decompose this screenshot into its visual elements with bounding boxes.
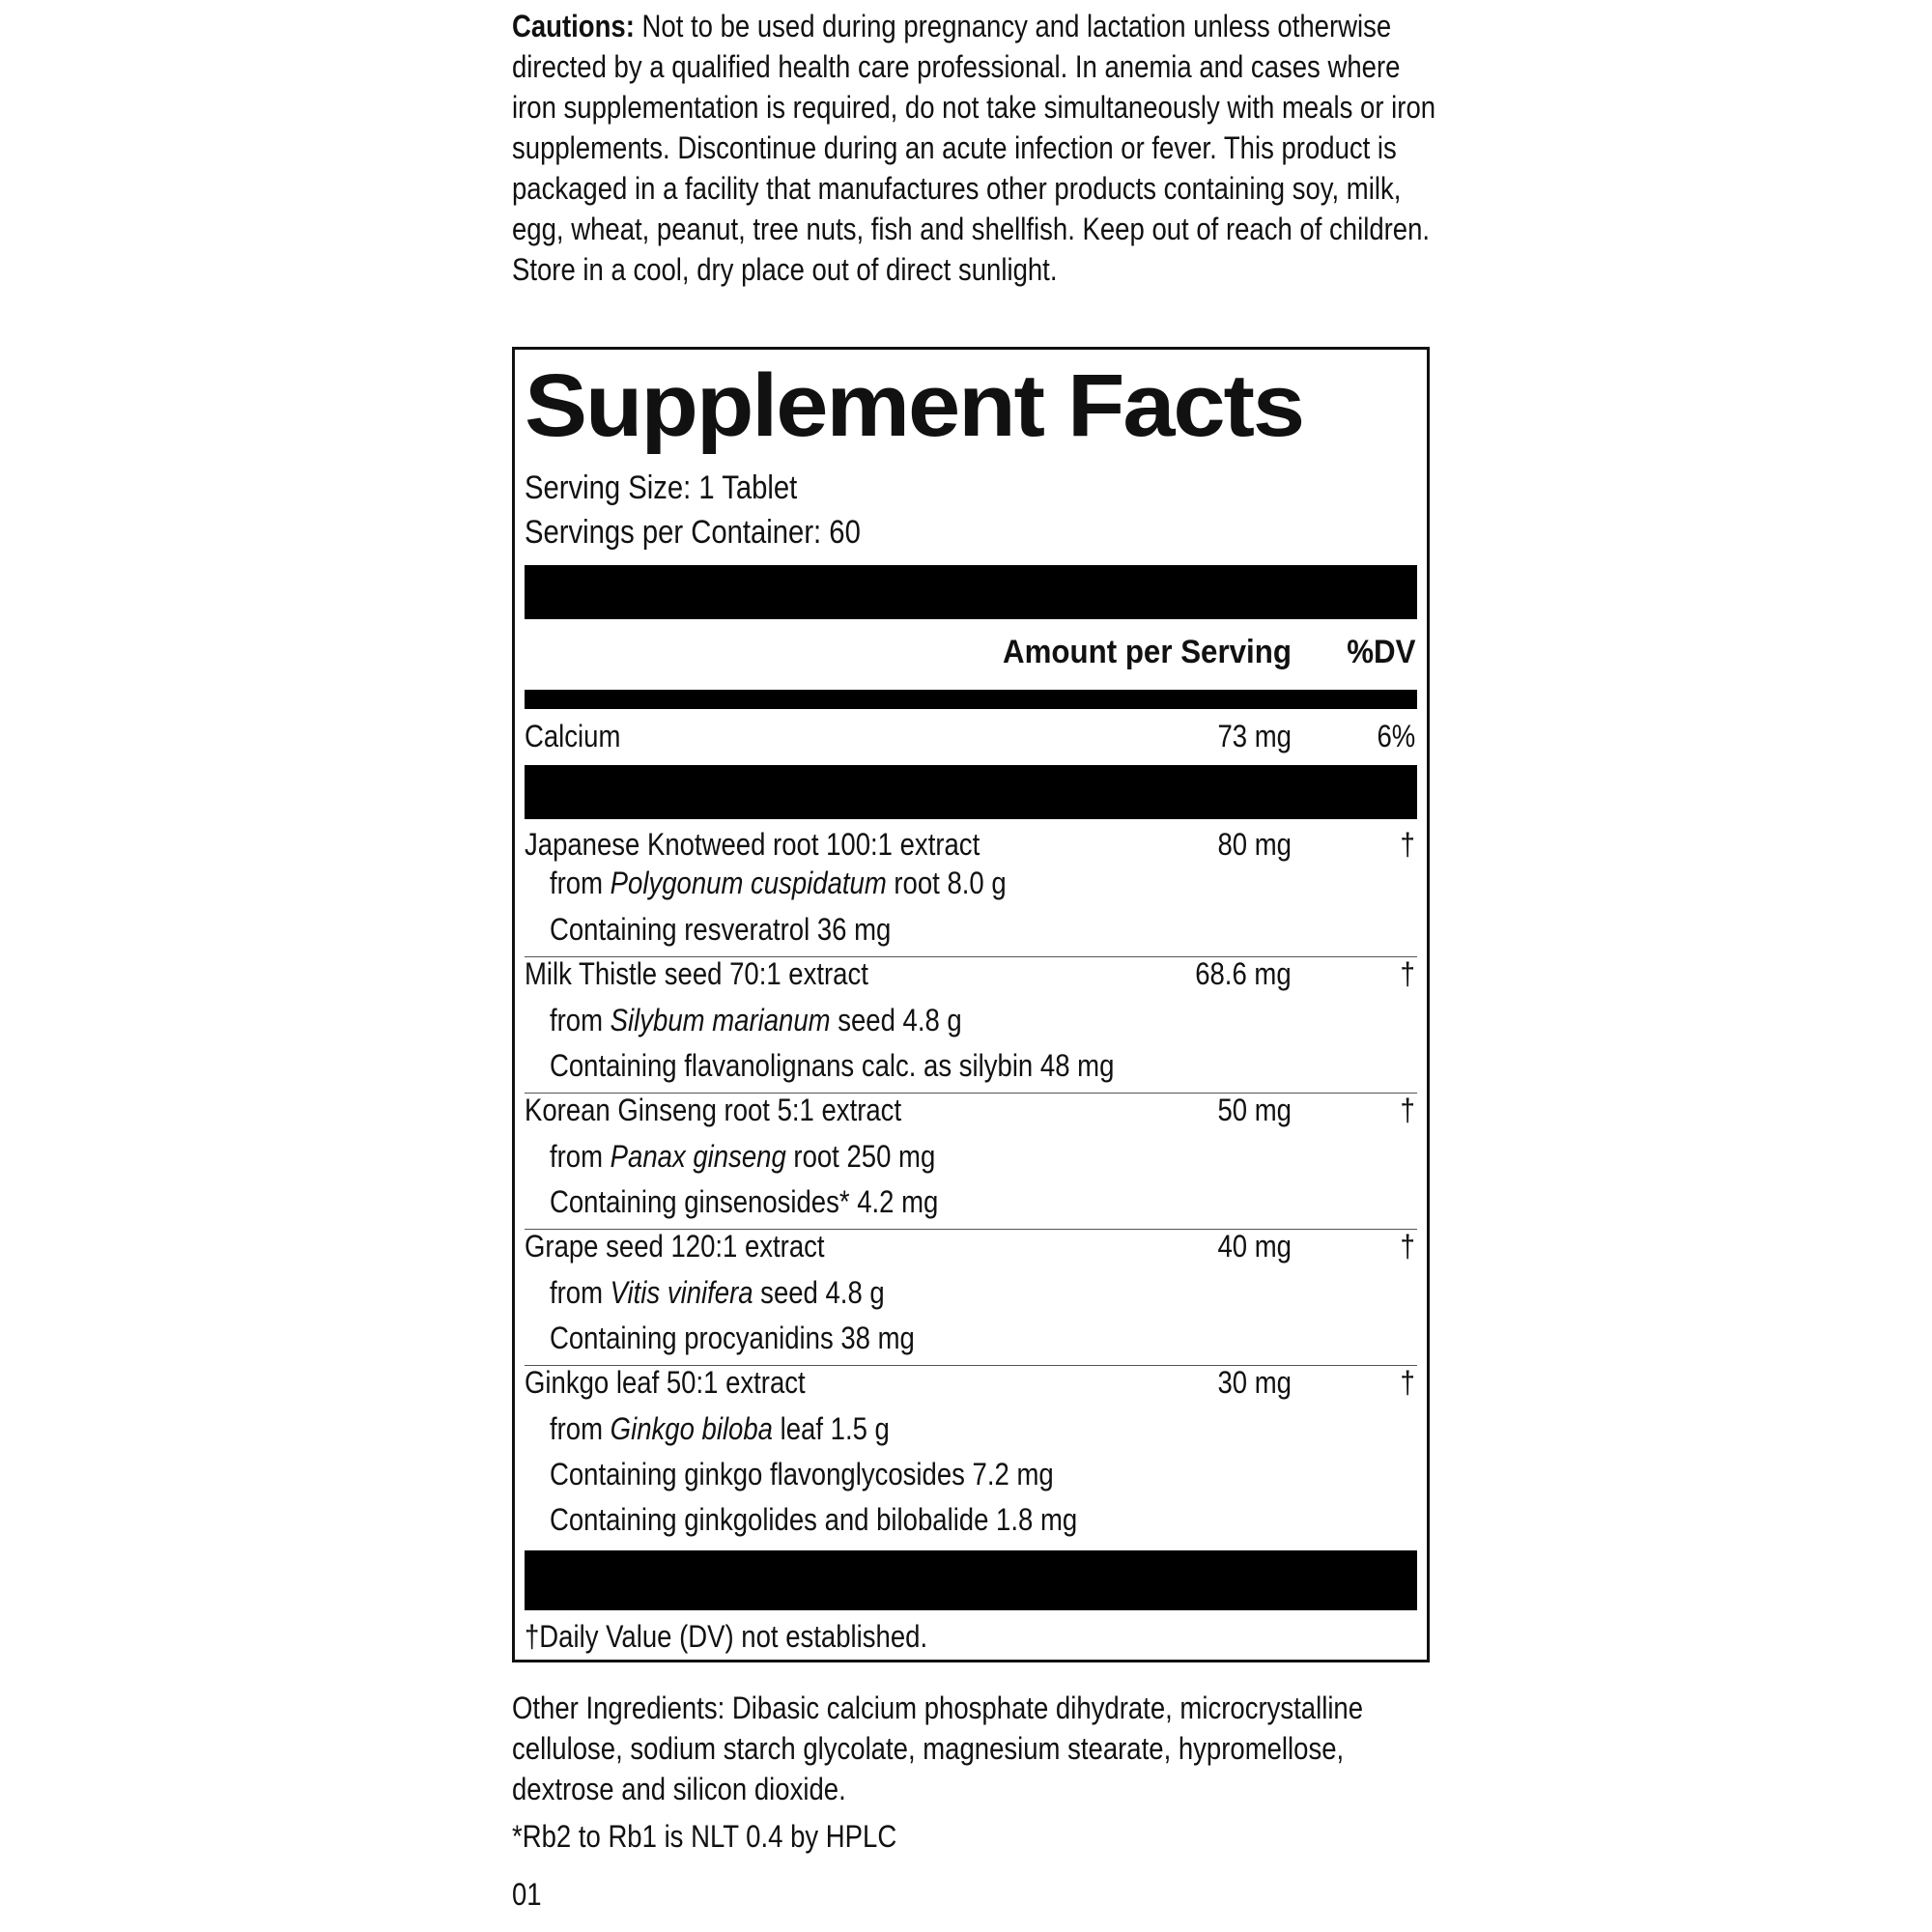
ingredient-dv: † (1400, 827, 1415, 862)
dv-note: †Daily Value (DV) not established. (525, 1619, 928, 1654)
header-amount: Amount per Serving (1003, 634, 1292, 670)
ingredient-amount: 50 mg (1217, 1093, 1292, 1127)
ingredient-name: Ginkgo leaf 50:1 extract (525, 1365, 806, 1400)
thick-divider (525, 1550, 1417, 1610)
ingredient-dv: † (1400, 956, 1415, 991)
calcium-dv: 6% (1377, 719, 1415, 753)
panel-title: Supplement Facts (525, 356, 1304, 455)
ingredient-source: from Silybum marianum seed 4.8 g (550, 1003, 962, 1037)
servings-per-container: Servings per Container: 60 (525, 514, 861, 551)
ingredient-name: Korean Ginseng root 5:1 extract (525, 1093, 902, 1127)
ingredient-source: from Polygonum cuspidatum root 8.0 g (550, 866, 1007, 900)
latin-name: Polygonum cuspidatum (610, 866, 887, 900)
cautions-body: Not to be used during pregnancy and lactation unless otherwise directed by a qualified health care professional. In anemia and cases where iron supplementation is required, do not take simultaneously with meals or iron supplements. Discontinue during an acute infection or fever. This product is packaged in a facility that manufactures other products containing soy, milk, egg, wheat, peanut, tree nuts, fish and shellfish. Keep out of reach of children. Store in a cool, dry place out of direct sunlight. (512, 9, 1436, 287)
thick-divider (525, 565, 1417, 619)
latin-name: Panax ginseng (610, 1139, 786, 1174)
ginsenoside-footnote: *Rb2 to Rb1 is NLT 0.4 by HPLC (512, 1819, 897, 1854)
ingredient-amount: 80 mg (1217, 827, 1292, 862)
latin-name: Silybum marianum (610, 1003, 831, 1037)
serving-size: Serving Size: 1 Tablet (525, 469, 798, 506)
ingredient-containing: Containing ginsenosides* 4.2 mg (550, 1184, 939, 1219)
ingredient-dv: † (1400, 1365, 1415, 1400)
ingredient-amount: 30 mg (1217, 1365, 1292, 1400)
latin-name: Vitis vinifera (610, 1275, 753, 1310)
ingredient-dv: † (1400, 1229, 1415, 1264)
ingredient-source: from Vitis vinifera seed 4.8 g (550, 1275, 885, 1310)
calcium-amount: 73 mg (1217, 719, 1292, 753)
ingredient-source: from Ginkgo biloba leaf 1.5 g (550, 1411, 890, 1446)
header-dv: %DV (1346, 634, 1415, 670)
ingredient-name: Grape seed 120:1 extract (525, 1229, 825, 1264)
ingredient-name: Milk Thistle seed 70:1 extract (525, 956, 868, 991)
label-code: 01 (512, 1877, 542, 1912)
ingredient-containing: Containing procyanidins 38 mg (550, 1321, 915, 1355)
other-ingredients: Other Ingredients: Dibasic calcium phosphate dihydrate, microcrystalline cellulose, sodium starch glycolate, magnesium stearate, hypromellose, dextrose and silicon dioxide. (512, 1690, 1364, 1806)
thick-divider (525, 765, 1417, 819)
supplement-facts-panel (512, 347, 1430, 1662)
ingredient-containing: Containing flavanolignans calc. as silybin 48 mg (550, 1048, 1115, 1083)
ingredient-amount: 68.6 mg (1195, 956, 1292, 991)
ingredient-source: from Panax ginseng root 250 mg (550, 1139, 936, 1174)
ingredient-amount: 40 mg (1217, 1229, 1292, 1264)
ingredient-containing: Containing resveratrol 36 mg (550, 912, 892, 947)
ingredient-containing: Containing ginkgo flavonglycosides 7.2 mg (550, 1457, 1054, 1492)
cautions-text (512, 6, 1439, 290)
cautions-label: Cautions: (512, 9, 635, 43)
ingredient-containing: Containing ginkgolides and bilobalide 1.8 mg (550, 1502, 1078, 1537)
ingredient-dv: † (1400, 1093, 1415, 1127)
ingredient-name: Japanese Knotweed root 100:1 extract (525, 827, 980, 862)
latin-name: Ginkgo biloba (610, 1411, 773, 1446)
medium-divider (525, 690, 1417, 709)
calcium-name: Calcium (525, 719, 621, 753)
